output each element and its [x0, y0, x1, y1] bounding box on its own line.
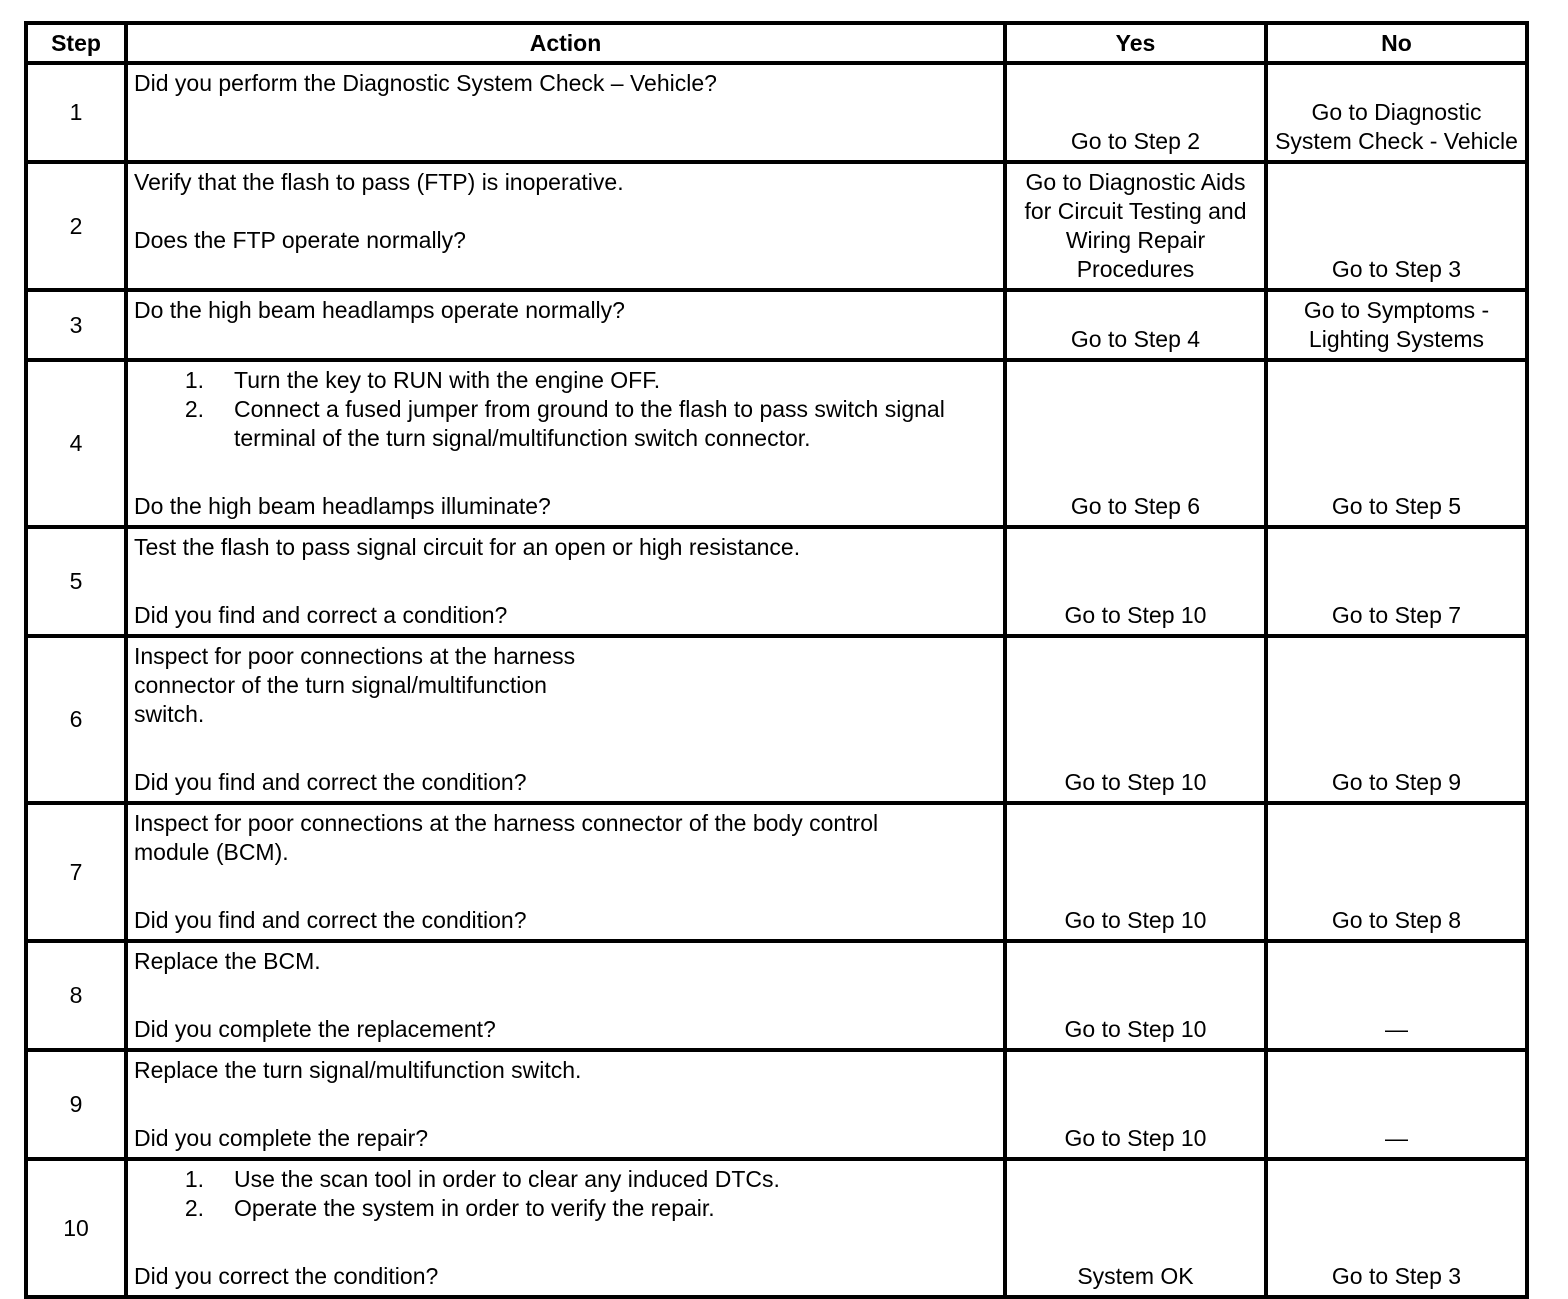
action-question: Did you find and correct the condition?: [134, 769, 527, 795]
yes-cell: Go to Step 10: [1005, 1050, 1266, 1159]
substep-text: Operate the system in order to verify the repair.: [234, 1195, 715, 1221]
action-question: Did you complete the repair?: [134, 1125, 429, 1151]
substep-number: 2.: [184, 396, 204, 422]
diagnostic-table-container: [24, 21, 1529, 1299]
no-cell: Go to Diagnostic System Check - Vehicle: [1266, 63, 1527, 162]
action-cell: [126, 162, 1005, 290]
action-text: Inspect for poor connections at the harness connector of the body control module (BCM).: [134, 810, 879, 865]
step-number: 5: [26, 527, 126, 636]
substep-text: Connect a fused jumper from ground to the flash to pass switch signal terminal of the turn signal/multifunction switch connector.: [234, 396, 945, 451]
step-number: 1: [26, 63, 126, 162]
table-row: [26, 941, 1527, 1050]
step-number: 3: [26, 290, 126, 360]
yes-cell: System OK: [1005, 1159, 1266, 1297]
action-question: Did you find and correct a condition?: [134, 602, 508, 628]
action-text: Verify that the flash to pass (FTP) is inoperative.: [134, 169, 624, 195]
action-text: Replace the turn signal/multifunction switch.: [134, 1057, 582, 1083]
action-question: Do the high beam headlamps illuminate?: [134, 493, 551, 519]
substep-number: 1.: [184, 1166, 204, 1192]
action-question: Does the FTP operate normally?: [134, 227, 466, 253]
no-cell: Go to Step 3: [1266, 1159, 1527, 1297]
substep-item: [134, 1165, 997, 1194]
yes-cell: Go to Step 2: [1005, 63, 1266, 162]
action-cell: [126, 803, 1005, 941]
no-cell: Go to Step 3: [1266, 162, 1527, 290]
yes-cell: Go to Step 10: [1005, 941, 1266, 1050]
substep-text: Use the scan tool in order to clear any induced DTCs.: [234, 1166, 780, 1192]
no-cell: —: [1266, 941, 1527, 1050]
header-step: Step: [26, 23, 126, 63]
action-cell: [126, 636, 1005, 803]
header-yes: Yes: [1005, 23, 1266, 63]
action-cell: [126, 1159, 1005, 1297]
action-text: Inspect for poor connections at the harness connector of the turn signal/multifunction switch.: [134, 643, 576, 727]
no-cell: Go to Symptoms - Lighting Systems: [1266, 290, 1527, 360]
step-number: 9: [26, 1050, 126, 1159]
table-row: [26, 803, 1527, 941]
yes-cell: Go to Step 10: [1005, 527, 1266, 636]
diagnostic-table: [24, 21, 1529, 1299]
substep-item: [134, 1194, 997, 1223]
action-text: Test the flash to pass signal circuit for an open or high resistance.: [134, 534, 801, 560]
table-row: [26, 527, 1527, 636]
no-cell: Go to Step 7: [1266, 527, 1527, 636]
yes-cell: Go to Step 6: [1005, 360, 1266, 527]
no-cell: Go to Step 5: [1266, 360, 1527, 527]
action-question: Did you correct the condition?: [134, 1263, 439, 1289]
header-action: Action: [126, 23, 1005, 63]
action-cell: [126, 290, 1005, 360]
yes-cell: Go to Diagnostic Aids for Circuit Testing and Wiring Repair Procedures: [1005, 162, 1266, 290]
table-row: [26, 162, 1527, 290]
substep-number: 1.: [184, 367, 204, 393]
action-cell: [126, 1050, 1005, 1159]
no-cell: Go to Step 8: [1266, 803, 1527, 941]
yes-cell: Go to Step 4: [1005, 290, 1266, 360]
header-no: No: [1266, 23, 1527, 63]
substep-list: [134, 1165, 997, 1223]
step-number: 6: [26, 636, 126, 803]
action-text: Do the high beam headlamps operate normally?: [134, 297, 625, 323]
substep-list: [134, 366, 997, 453]
action-text: Did you perform the Diagnostic System Check – Vehicle?: [134, 70, 717, 96]
substep-number: 2.: [184, 1195, 204, 1221]
action-cell: [126, 941, 1005, 1050]
step-number: 8: [26, 941, 126, 1050]
table-row: [26, 290, 1527, 360]
table-row: [26, 63, 1527, 162]
substep-text: Turn the key to RUN with the engine OFF.: [234, 367, 661, 393]
step-number: 2: [26, 162, 126, 290]
table-row: [26, 1050, 1527, 1159]
step-number: 10: [26, 1159, 126, 1297]
substep-item: [134, 395, 997, 453]
yes-cell: Go to Step 10: [1005, 636, 1266, 803]
header-row: [26, 23, 1527, 63]
yes-cell: Go to Step 10: [1005, 803, 1266, 941]
no-cell: Go to Step 9: [1266, 636, 1527, 803]
step-number: 4: [26, 360, 126, 527]
table-row: [26, 636, 1527, 803]
substep-item: [134, 366, 997, 395]
action-cell: [126, 527, 1005, 636]
step-number: 7: [26, 803, 126, 941]
action-cell: [126, 360, 1005, 527]
action-question: Did you complete the replacement?: [134, 1016, 496, 1042]
table-row: [26, 360, 1527, 527]
no-cell: —: [1266, 1050, 1527, 1159]
action-question: Did you find and correct the condition?: [134, 907, 527, 933]
action-text: Replace the BCM.: [134, 948, 321, 974]
action-cell: [126, 63, 1005, 162]
table-row: [26, 1159, 1527, 1297]
